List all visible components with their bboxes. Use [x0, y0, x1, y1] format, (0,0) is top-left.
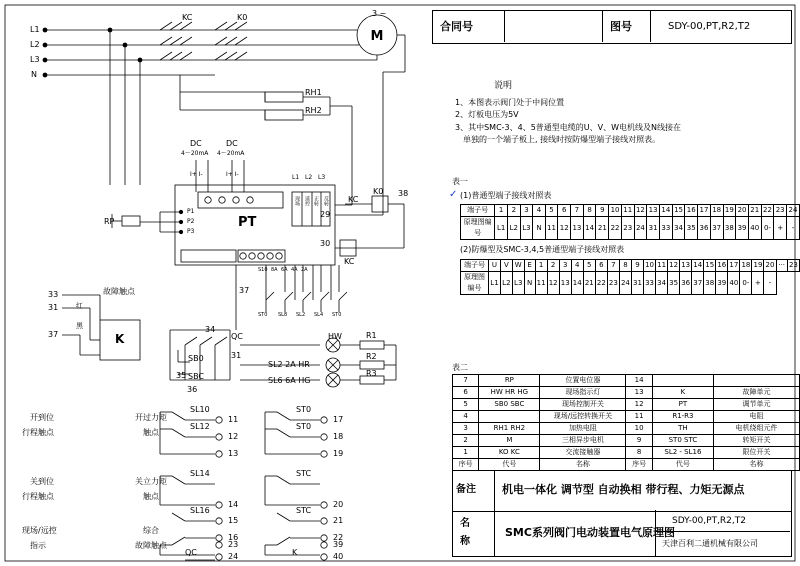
label-wire-red: 红 [76, 302, 83, 310]
label-open-torque-title-1: 开过力矩 [135, 413, 167, 422]
terminal-number-cell: 12 [634, 205, 647, 217]
terminal-number-cell: 7 [607, 260, 619, 272]
label-node-34: 34 [205, 325, 216, 334]
legend-cell [652, 375, 713, 387]
legend-cell: 转矩开关 [714, 435, 800, 447]
label-term-6a: 6A [281, 267, 288, 273]
label-qc: QC [231, 332, 243, 341]
terminal-code-cell: 38 [704, 272, 716, 295]
label-pt-p3: P3 [187, 228, 195, 235]
legend-cell: PT [652, 399, 713, 411]
label-node-38: 38 [398, 189, 409, 198]
terminal-number-cell: 19 [752, 260, 764, 272]
label-node-37: 37 [239, 286, 250, 295]
terminal-code-cell: 35 [685, 217, 698, 240]
label-pt-inner-reverse: 反转 [323, 196, 329, 206]
label-node-31: 31 [231, 351, 242, 360]
label-pt-side-l2: L2 [305, 174, 313, 181]
label-phase-L2: L2 [30, 40, 40, 49]
legend-cell: ST0 STC [652, 435, 713, 447]
label-close-pos-title-1: 关到位 [30, 477, 54, 486]
legend-cell: 现场指示灯 [540, 387, 626, 399]
name-label-cell [452, 510, 495, 556]
terminal-number-cell: 15 [704, 260, 716, 272]
remark-text: 机电一体化 调节型 自动换相 带行程、力矩无源点 [502, 483, 745, 496]
terminal-number-cell: E [524, 260, 535, 272]
label-phase-L3: L3 [30, 55, 40, 64]
label-dc-term-2: I+ I- [226, 171, 239, 178]
label-term-40: 40 [333, 552, 344, 561]
legend-header-cell: 序号 [453, 459, 479, 471]
label-switch-st0-b: ST0 [332, 312, 342, 318]
terminal-code-cell: L3 [520, 217, 533, 240]
label-fault-contact-title: 故障触点 [103, 287, 135, 296]
terminal-code-cell: - [764, 272, 776, 295]
label-resistor-r1: R1 [366, 331, 377, 340]
terminal-code-cell: N [524, 272, 535, 295]
terminal-code-cell: 22 [609, 217, 622, 240]
terminal-code-cell: - [787, 217, 800, 240]
label-contactor-k0: K0 [237, 13, 248, 22]
note-line-2: 2、灯板电压为5V [455, 110, 519, 120]
notes-heading: 说明 [494, 81, 513, 91]
legend-cell: 7 [453, 375, 479, 387]
terminal-code-cell: 13 [559, 272, 571, 295]
terminal-code-cell: + [752, 272, 764, 295]
terminal-number-cell: 4 [571, 260, 583, 272]
label-pt-p2: P2 [187, 218, 195, 225]
terminal-code-cell: L2 [500, 272, 512, 295]
terminal-number-cell: 2 [547, 260, 559, 272]
label-switch-sl8: SL8 [278, 312, 288, 318]
label-local-remote-title-1: 现场/远控 [22, 526, 57, 535]
terminal-code-cell: 34 [672, 217, 685, 240]
label-term-4a: 4A [291, 267, 298, 273]
table-one-caption: 表一 [452, 177, 468, 186]
legend-cell: 电机绕组元件 [714, 423, 800, 435]
label-sl10: SL10 [190, 405, 210, 414]
label-close-torque-title-1: 关立力矩 [135, 477, 167, 486]
terminal-code-cell: 23 [607, 272, 619, 295]
legend-cell: 现场/远控转换开关 [540, 411, 626, 423]
label-switch-sl4: SL4 [314, 312, 324, 318]
terminal-code-cell: L3 [512, 272, 524, 295]
component-legend-table [452, 374, 800, 471]
label-sl14: SL14 [190, 469, 210, 478]
terminal-number-cell: 24 [787, 205, 800, 217]
label-stc-2: STC [296, 506, 312, 515]
terminal-number-cell: 7 [571, 205, 584, 217]
label-composite-title-2: 故障触点 [135, 541, 167, 550]
notes-body [455, 97, 785, 147]
terminal-number-cell: 10 [609, 205, 622, 217]
legend-cell: HW HR HG [479, 387, 540, 399]
legend-cell: 交流接触器 [540, 447, 626, 459]
legend-cell: R1-R3 [652, 411, 713, 423]
terminal-code-cell: 14 [583, 217, 596, 240]
legend-cell: 6 [453, 387, 479, 399]
table-two-caption: 表二 [452, 363, 468, 372]
label-term-15: 15 [228, 516, 239, 525]
terminal-number-cell: 15 [672, 205, 685, 217]
label-motor-phase: 3 ~ [372, 9, 387, 18]
terminal-number-cell: 5 [545, 205, 558, 217]
terminal-code-cell: 14 [571, 272, 583, 295]
label-sl6-hg: SL6 6A HG [268, 376, 311, 385]
table-row [453, 399, 800, 411]
terminal-number-cell: 1 [495, 205, 508, 217]
terminal-row-header: 端子号 [461, 205, 495, 217]
legend-cell: 电阻 [714, 411, 800, 423]
terminal-code-cell: 39 [716, 272, 728, 295]
label-pt-side-l1: L1 [292, 174, 300, 181]
label-k-bottom: K [292, 548, 298, 557]
terminal-code-cell: 36 [698, 217, 711, 240]
label-sl2-hr: SL2 2A HR [268, 360, 310, 369]
label-switch-sl2: SL2 [296, 312, 306, 318]
label-coil-k0: K0 [373, 187, 384, 196]
terminal-code-cell: L1 [489, 272, 501, 295]
terminal-code-cell: + [774, 217, 787, 240]
label-term-2a: 2A [301, 267, 308, 273]
legend-cell: K [652, 387, 713, 399]
label-fault-33: 33 [48, 290, 59, 299]
terminal-number-cell: 13 [680, 260, 692, 272]
legend-header-cell: 名称 [714, 459, 800, 471]
label-close-pos-title-2: 行程触点 [22, 492, 54, 501]
terminal-number-cell: 13 [647, 205, 660, 217]
label-resistor-r2: R2 [366, 352, 377, 361]
terminal-row-header: 原理图编号 [461, 217, 495, 240]
note-line-3: 3、其中SMC-3、4、5普通型电缆的U、V、W电机线及N线接在 [455, 122, 682, 132]
terminal-code-cell: L1 [495, 217, 508, 240]
label-open-pos-title-2: 行程触点 [22, 428, 54, 437]
table-row [453, 375, 800, 387]
legend-cell: 3 [453, 423, 479, 435]
terminal-number-cell: 17 [698, 205, 711, 217]
table-row [453, 387, 800, 399]
terminal-code-cell: 21 [596, 217, 609, 240]
legend-cell: 调节单元 [714, 399, 800, 411]
label-term-16: 16 [228, 533, 239, 542]
legend-cell: 位置电位器 [540, 375, 626, 387]
label-term-21: 21 [333, 516, 344, 525]
label-open-pos-title-1: 开到位 [30, 413, 54, 422]
table-header-row [453, 459, 800, 471]
legend-header-cell: 名称 [540, 459, 626, 471]
terminal-code-cell: 38 [723, 217, 736, 240]
legend-cell: RP [479, 375, 540, 387]
terminal-number-cell: 18 [710, 205, 723, 217]
label-lamp-hw: HW [328, 332, 342, 341]
label-term-39: 39 [333, 540, 344, 549]
terminal-code-cell: 13 [571, 217, 584, 240]
code-number: SDY-00,PT,R2,T2 [672, 516, 746, 526]
terminal-number-cell: 18 [740, 260, 752, 272]
drawing-name: SMC系列阀门电动装置电气原理图 [505, 526, 675, 539]
note-line-4: 单独的一个端子板上, 接线时按防爆型端子接线对照表。 [463, 135, 661, 145]
terminal-number-cell: V [500, 260, 512, 272]
terminal-code-cell: 24 [619, 272, 631, 295]
terminal-code-cell: L2 [507, 217, 520, 240]
legend-cell: 9 [626, 435, 652, 447]
terminal-number-cell: 14 [659, 205, 672, 217]
terminal-code-cell: 11 [545, 217, 558, 240]
terminal-number-cell: 3 [559, 260, 571, 272]
terminal-number-cell: 23 [787, 260, 799, 272]
label-fault-37: 37 [48, 330, 59, 339]
terminal-number-cell: 3 [520, 205, 533, 217]
label-pt-module: PT [238, 215, 257, 230]
terminal-number-cell: W [512, 260, 524, 272]
terminal-code-cell: 36 [680, 272, 692, 295]
terminal-number-cell: 16 [685, 205, 698, 217]
legend-cell: 2 [453, 435, 479, 447]
legend-cell: SB0 SBC [479, 399, 540, 411]
terminal-code-cell: 12 [547, 272, 559, 295]
legend-cell: TH [652, 423, 713, 435]
title-strip-cell-blank [504, 10, 603, 42]
terminal-number-cell: 9 [631, 260, 643, 272]
label-dc-term-1: I+ I- [190, 171, 203, 178]
terminal-number-cell: 16 [716, 260, 728, 272]
name-label-2: 称 [460, 536, 470, 547]
terminal-code-cell: 31 [631, 272, 643, 295]
terminal-number-cell: ··· [776, 260, 787, 272]
label-term-8a: 8A [271, 267, 278, 273]
terminal-code-cell: 39 [736, 217, 749, 240]
terminal-number-cell: 11 [656, 260, 668, 272]
legend-cell: 11 [626, 411, 652, 423]
terminal-number-cell: 6 [595, 260, 607, 272]
table-one-sub2: (2)防爆型及SMC-3,4,5普通型端子接线对照表 [460, 245, 625, 254]
legend-cell [714, 375, 800, 387]
terminal-code-cell: 0- [761, 217, 774, 240]
label-node-29: 29 [320, 210, 331, 219]
terminal-table-explosionproof [460, 259, 800, 295]
label-coil-kc-2: KC [344, 257, 355, 266]
label-term-12: 12 [228, 432, 239, 441]
drawing-label: 图号 [610, 20, 632, 33]
terminal-code-cell: 40 [748, 217, 761, 240]
note-line-1: 1、本图表示阀门处于中间位置 [455, 98, 565, 107]
label-stc-1: STC [296, 469, 312, 478]
terminal-number-cell: 6 [558, 205, 571, 217]
label-sl12: SL12 [190, 422, 210, 431]
terminal-row-header: 原理图编号 [461, 272, 489, 295]
legend-cell: 12 [626, 399, 652, 411]
label-term-11: 11 [228, 415, 239, 424]
label-open-torque-title-2: 触点 [143, 428, 159, 437]
terminal-number-cell: 20 [736, 205, 749, 217]
legend-cell: 现场控制开关 [540, 399, 626, 411]
terminal-number-cell: 11 [621, 205, 634, 217]
terminal-code-cell: 21 [583, 272, 595, 295]
label-term-23: 23 [228, 540, 239, 549]
label-term-14: 14 [228, 500, 239, 509]
label-phase-L1: L1 [30, 25, 40, 34]
name-label-1: 名 [460, 518, 470, 529]
legend-cell: 限位开关 [714, 447, 800, 459]
label-pt-inner-local: 现场 [294, 196, 300, 206]
label-term-17: 17 [333, 415, 344, 424]
legend-header-cell: 代号 [479, 459, 540, 471]
legend-cell: 14 [626, 375, 652, 387]
table-row [453, 435, 800, 447]
label-pt-p1: P1 [187, 208, 195, 215]
label-term-18: 18 [333, 432, 344, 441]
legend-cell: 4 [453, 411, 479, 423]
label-dc-1: DC [190, 139, 202, 148]
terminal-number-cell: 8 [619, 260, 631, 272]
label-phase-N: N [31, 70, 37, 79]
terminal-code-cell: 40 [728, 272, 740, 295]
table-one-sub1: (1)普通型端子接线对照表 [460, 191, 552, 200]
label-node-36: 36 [187, 385, 198, 394]
label-fault-31: 31 [48, 303, 59, 312]
legend-header-cell: 序号 [626, 459, 652, 471]
label-local-remote-title-2: 指示 [30, 541, 46, 550]
legend-cell: RH1 RH2 [479, 423, 540, 435]
table-row [453, 411, 800, 423]
label-term-s10: S10 [258, 267, 268, 273]
terminal-number-cell: 21 [748, 205, 761, 217]
remark-label: 备注 [456, 484, 476, 495]
label-heater-rh2: RH2 [305, 106, 322, 115]
terminal-code-cell: 37 [710, 217, 723, 240]
label-st0-open-2: ST0 [296, 422, 312, 431]
label-resistor-r3: R3 [366, 369, 377, 378]
legend-cell: 三相异步电机 [540, 435, 626, 447]
label-composite-title-1: 综合 [143, 526, 159, 535]
terminal-number-cell: 14 [692, 260, 704, 272]
label-pt-side-l3: L3 [318, 174, 326, 181]
company-name: 天津百利二通机械有限公司 [662, 539, 758, 548]
legend-cell: 5 [453, 399, 479, 411]
label-dc-range-1: 4～20mA [181, 150, 209, 157]
label-sl16: SL16 [190, 506, 210, 515]
terminal-row-header: 端子号 [461, 260, 489, 272]
label-qc-bottom: QC [185, 548, 197, 557]
legend-cell: KO KC [479, 447, 540, 459]
legend-cell: 13 [626, 387, 652, 399]
terminal-code-cell: 0- [740, 272, 752, 295]
label-close-torque-title-2: 触点 [143, 492, 159, 501]
label-st0-open-1: ST0 [296, 405, 312, 414]
label-term-19: 19 [333, 449, 344, 458]
terminal-number-cell: 10 [644, 260, 656, 272]
label-term-22: 22 [333, 533, 344, 542]
terminal-code-cell: 23 [621, 217, 634, 240]
terminal-number-cell: 12 [668, 260, 680, 272]
legend-cell: 1 [453, 447, 479, 459]
svg-text:M: M [370, 29, 384, 44]
legend-cell: 8 [626, 447, 652, 459]
label-rp: RP [104, 217, 115, 226]
terminal-number-cell: 19 [723, 205, 736, 217]
terminal-number-cell: 2 [507, 205, 520, 217]
terminal-number-cell: 20 [764, 260, 776, 272]
terminal-code-cell: 12 [558, 217, 571, 240]
label-node-30: 30 [320, 239, 331, 248]
legend-cell: M [479, 435, 540, 447]
label-dc-2: DC [226, 139, 238, 148]
terminal-code-cell: N [533, 217, 545, 240]
terminal-number-cell: 8 [583, 205, 596, 217]
terminal-table-standard [460, 204, 800, 240]
terminal-number-cell: 23 [774, 205, 787, 217]
check-mark-icon: ✓ [449, 189, 458, 200]
label-term-20: 20 [333, 500, 344, 509]
terminal-code-cell: 22 [595, 272, 607, 295]
terminal-number-cell: 1 [535, 260, 547, 272]
terminal-number-cell: 5 [583, 260, 595, 272]
legend-cell: 加热电阻 [540, 423, 626, 435]
terminal-code-cell: 33 [659, 217, 672, 240]
label-fault-unit-k: K [115, 332, 125, 346]
company-divider [655, 531, 790, 532]
label-pt-inner-forward: 正转 [313, 196, 319, 206]
terminal-code-cell: 37 [692, 272, 704, 295]
label-dc-range-2: 4～20mA [217, 150, 245, 157]
label-wire-black: 黑 [76, 322, 83, 330]
terminal-code-cell: 11 [535, 272, 547, 295]
table-row [453, 447, 800, 459]
legend-cell: SL2 - SL16 [652, 447, 713, 459]
terminal-number-cell: 4 [533, 205, 545, 217]
label-contactor-kc: KC [182, 13, 193, 22]
legend-header-cell: 代号 [652, 459, 713, 471]
legend-cell: 10 [626, 423, 652, 435]
label-coil-kc: KC [348, 195, 359, 204]
terminal-code-cell: 35 [668, 272, 680, 295]
terminal-number-cell: 9 [596, 205, 609, 217]
terminal-code-cell: 34 [656, 272, 668, 295]
terminal-number-cell: 22 [761, 205, 774, 217]
terminal-number-cell: U [489, 260, 501, 272]
drawing-number: SDY-00,PT,R2,T2 [668, 21, 751, 32]
label-switch-st0-a: ST0 [258, 312, 268, 318]
terminal-code-cell: 33 [644, 272, 656, 295]
legend-cell [479, 411, 540, 423]
contract-label: 合同号 [440, 20, 473, 33]
label-sb0: SB0 [188, 354, 204, 363]
terminal-number-cell: 17 [728, 260, 740, 272]
terminal-code-cell: 31 [647, 217, 660, 240]
label-node-35: 35 [176, 371, 187, 380]
table-row [453, 423, 800, 435]
label-term-13: 13 [228, 449, 239, 458]
terminal-code-cell: 24 [634, 217, 647, 240]
label-term-24: 24 [228, 552, 239, 561]
label-sbc: SBC [188, 372, 205, 381]
legend-cell: 故障单元 [714, 387, 800, 399]
label-heater-rh1: RH1 [305, 88, 322, 97]
label-pt-inner-remote: 遥控 [304, 196, 310, 206]
